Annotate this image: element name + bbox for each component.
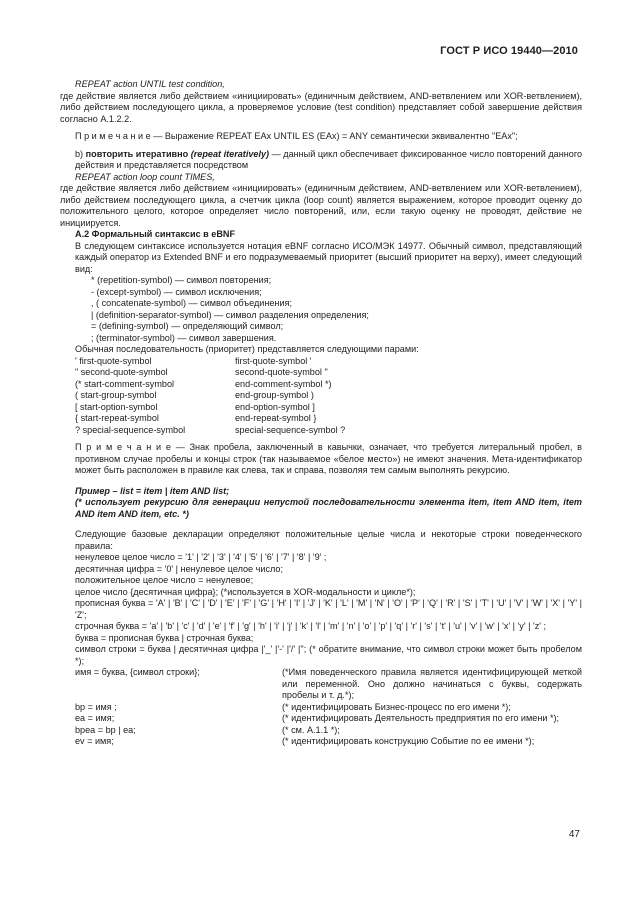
definition-table xyxy=(60,667,582,748)
pair-row: ? special-sequence-symbol special-sequence-symbol ? xyxy=(75,424,346,435)
repeat-times-formula: REPEAT action loop count TIMES, xyxy=(75,171,215,182)
pair-row: { start-repeat-symbol end-repeat-symbol } xyxy=(75,413,317,423)
operator-item: , ( concatenate-symbol) — символ объединения; xyxy=(91,298,292,308)
declaration: ненулевое целое число = '1' | '2' | '3' | '4' | '5' | '6' | '7' | '8' | '9' ; xyxy=(75,552,327,562)
item-b-term: повторить итеративно xyxy=(85,148,189,159)
definition-row: ea = имя; (* идентифицировать Деятельность предприятия по его имени *); xyxy=(75,713,560,723)
definition-row: ev = имя; (* идентифицировать конструкцию Событие по ее имени *); xyxy=(75,736,535,746)
pair-row: [ start-option-symbol end-option-symbol ] xyxy=(75,401,315,412)
pair-row: " second-quote-symbol second-quote-symbol " xyxy=(75,367,328,377)
declaration: десятичная цифра = '0' | ненулевое целое число; xyxy=(75,563,283,574)
example-line-1: Пример – list = item | item AND list; xyxy=(75,485,230,496)
pairs-intro: Обычная последовательность (приоритет) представляется следующими парами: xyxy=(75,344,419,354)
definition-row: имя = буква, {символ строки}; (*Имя поведенческого правила является идентифицирующей меткой или переменной. Оно должно начинаться с буквы, содержать пробелы и т. д.*); xyxy=(75,667,582,700)
pair-row: ( start-group-symbol end-group-symbol ) xyxy=(75,390,314,400)
example-line-2: (* использует рекурсию для генерации непустой последовательности элемента item, item AND item, item AND item AND item, etc. *) xyxy=(75,497,582,519)
declaration: положительное целое число = ненулевое; xyxy=(75,575,254,585)
repeat-until-text: где действие является либо действием «инициировать» (единичным действием, AND-ветвлением или XOR-ветвлением), либо действием последующего цикла, а проверяемое условие (test condition) представляет собой завершение действия согласно А.1.2.2. xyxy=(60,90,582,124)
operator-item: - (except-symbol) — символ исключения; xyxy=(91,286,262,297)
pairs-table xyxy=(60,356,582,437)
declaration-letter: буква = прописная буква | строчная буква; xyxy=(75,632,254,643)
pair-row: (* start-comment-symbol end-comment-symbol *) xyxy=(75,378,332,389)
declarations-intro: Следующие базовые декларации определяют положительные целые числа и некоторые строки поведенческого правила: xyxy=(75,529,582,551)
operator-item: ; (terminator-symbol) — символ завершения. xyxy=(91,332,277,343)
declaration-uppercase: прописная буква = 'A' | 'B' | 'C' | 'D' | 'E' | 'F' | 'G' | 'H' | 'I' | 'J' | 'K' | 'L' | 'M' | 'N' | 'O' | 'P' | 'Q' | 'R' | 'S' | 'T' | 'U' | 'V' | 'W' | 'X' | 'Y' | 'Z'; xyxy=(75,598,582,620)
operator-item: | (definition-separator-symbol) — символ разделения определения; xyxy=(91,309,369,320)
repeat-times-text: где действие является либо действием «инициировать» (единичным действием, AND-ветвлением или XOR-ветвлением), либо действием последующего цикла, а счетчик цикла (loop count) является выражением, которое проводит оценку до положительного целого, которое определяет число повторений, или, если такую оценку не проводят, действие не инициируется. xyxy=(60,183,582,228)
document-header: ГОСТ Р ИСО 19440—2010 xyxy=(440,45,578,57)
item-b-term-en: (repeat iteratively) xyxy=(190,148,270,159)
section-heading-a2: А.2 Формальный синтаксис в eBNF xyxy=(75,229,236,239)
definition-row: bp = имя ; (* идентифицировать Бизнес-процесс по его имени *); xyxy=(75,701,511,712)
operator-item: = (defining-symbol) — определяющий символ; xyxy=(91,321,284,331)
declaration-lowercase: строчная буква = 'a' | 'b' | 'c' | 'd' | 'e' | 'f' | 'g' | 'h' | 'i' | 'j' | 'k' | 'l' | 'm' | 'n' | 'o' | 'p' | 'q' | 'r' | 's' | 't' | 'u' | 'v' | 'w' | 'x' | 'y' | 'z' ; xyxy=(75,621,547,631)
pair-row: ' first-quote-symbol first-quote-symbol ' xyxy=(75,355,312,366)
note-2: П р и м е ч а н и е — Знак пробела, заключенный в кавычки, означает, что требуется литеральный пробел, в противном случае пробелы и концы строк (так называемое «белое место») не имеют значения. Мета-идентификатор может быть расположен в правиле как слева, так и справа, позволяя тем самым выполнять рекурсию. xyxy=(75,442,582,475)
declaration-string-symbol: символ строки = буква | десятичная цифра |'_' |'-' |'/' |''; (* обратите внимание, что символ строки может быть пробелом *); xyxy=(75,644,582,666)
item-b: b) повторить итеративно (repeat iteratively) — данный цикл обеспечивает фиксированное число повторений данного действия и представляется посредством xyxy=(75,148,582,170)
page-number: 47 xyxy=(568,829,580,840)
page-content xyxy=(60,79,582,748)
definition-row: bpea = bp | ea; (* см. А.1.1 *); xyxy=(75,724,340,735)
operator-item: * (repetition-symbol) — символ повторения; xyxy=(91,275,272,285)
note-1: П р и м е ч а н и е — Выражение REPEAT EAx UNTIL ES (EAx) = ANY семантически эквивалентно "EAx"; xyxy=(75,131,518,141)
section-a2-intro: В следующем синтаксисе используется нотация eBNF согласно ИСО/МЭК 14977. Обычный символ, представляющий каждый оператор из Extended BNF и его подразумеваемый приоритет (высший приоритет на верху), имеет следующий вид: xyxy=(75,240,582,274)
operator-list xyxy=(60,275,582,344)
repeat-until-formula: REPEAT action UNTIL test condition, xyxy=(75,79,225,89)
declaration: целое число {десятичная цифра}; (*используется в XOR-модальности и цикле*); xyxy=(75,586,416,597)
